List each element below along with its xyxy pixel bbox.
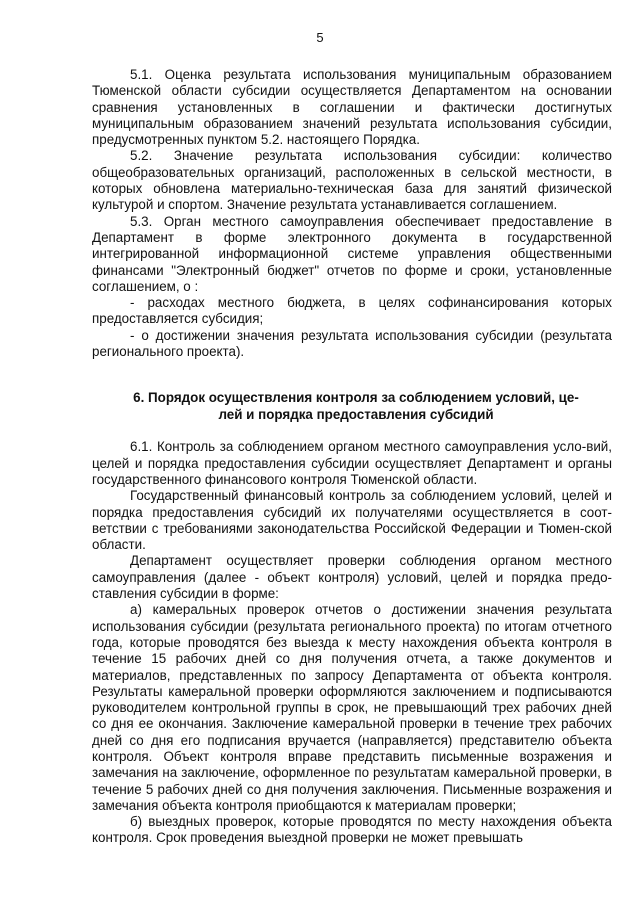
paragraph-5-3: 5.3. Орган местного самоуправления обеспечивает предоставление в Департамент в форме электронного документа в государственной интегрированной информационной системе управления общественными финансами "Электронный бюджет" отчетов по форме и сроки, установленные соглашением, о : xyxy=(92,213,612,294)
list-item-local-budget: - расходах местного бюджета, в целях софинансирования которых предоставляется субсидия; xyxy=(92,295,612,327)
paragraph-department-inspections: Департамент осуществляет проверки соблюдения органом местного самоуправления (далее - объект контроля) условий, целей и порядка предо-ставления субсидии в форме: xyxy=(92,553,612,602)
paragraph-6-1: 6.1. Контроль за соблюдением органом местного самоуправления усло-вий, целей и порядка предоставления субсидии осуществляет Департамент и органы государственного финансового контроля Тюменской области. xyxy=(92,439,612,487)
list-item-result-achievement: - о достижении значения результата использования субсидии (результата регионального проекта). xyxy=(92,327,612,360)
document-body xyxy=(92,67,612,847)
paragraph-5-2: 5.2. Значение результата использования субсидии: количество общеобразовательных организаций, расположенных в сельской местности, в которых обновлена материально-техническая база для занятий физической культурой и спортом. Значение результата устанавливается соглашением. xyxy=(92,148,612,213)
section-6-heading: 6. Порядок осуществления контроля за соблюдением условий, це-лей и порядка предоставления субсидий xyxy=(133,390,579,422)
paragraph-5-1: 5.1. Оценка результата использования муниципальным образованием Тюменской области субсидии осуществляется Департаментом на основании сравнения установленных в соглашении и фактически достигнутых муниципальным образованием значений результата использования субсидии, предусмотренных пунктом 5.2. настоящего Порядка. xyxy=(92,67,612,148)
heading-gap xyxy=(92,423,612,439)
section-gap xyxy=(92,360,612,390)
paragraph-state-financial-control: Государственный финансовый контроль за соблюдением условий, целей и порядка предоставления субсидий их получателями осуществляется в соот-ветствии с требованиями законодательства Российской Федерации и Тюмен-ской области. xyxy=(92,488,612,553)
section-6 xyxy=(92,439,612,846)
paragraph-field-audits: б) выездных проверок, которые проводятся по месту нахождения объекта контроля. Срок проведения выездной проверки не может превышать xyxy=(92,814,612,846)
page-number: 5 xyxy=(316,30,324,45)
section-5 xyxy=(92,67,612,360)
paragraph-desk-audits: а) камеральных проверок отчетов о достижении значения результата использования субсидии (результата регионального проекта) по итогам отчетного года, которые проводятся без выезда к месту нахождения объекта контроля в течение 15 рабочих дней со дня получения отчета, а также документов и материалов, представленных по запросу Департамента от объекта контроля. Результаты камеральной проверки оформляются заключением и подписываются руководителем контрольной группы в срок, не превышающий трех рабочих дней со дня ее окончания. Заключение камеральной проверки в течение трех рабочих дней со дня его подписания вручается (направляется) представителю объекта контроля. Объект контроля вправе представить письменные возражения и замечания на заключение, оформленное по результатам камеральной проверки, в течение 5 рабочих дней со дня получения заключения. Письменные возражения и замечания объекта контроля приобщаются к материалам проверки; xyxy=(92,602,612,813)
